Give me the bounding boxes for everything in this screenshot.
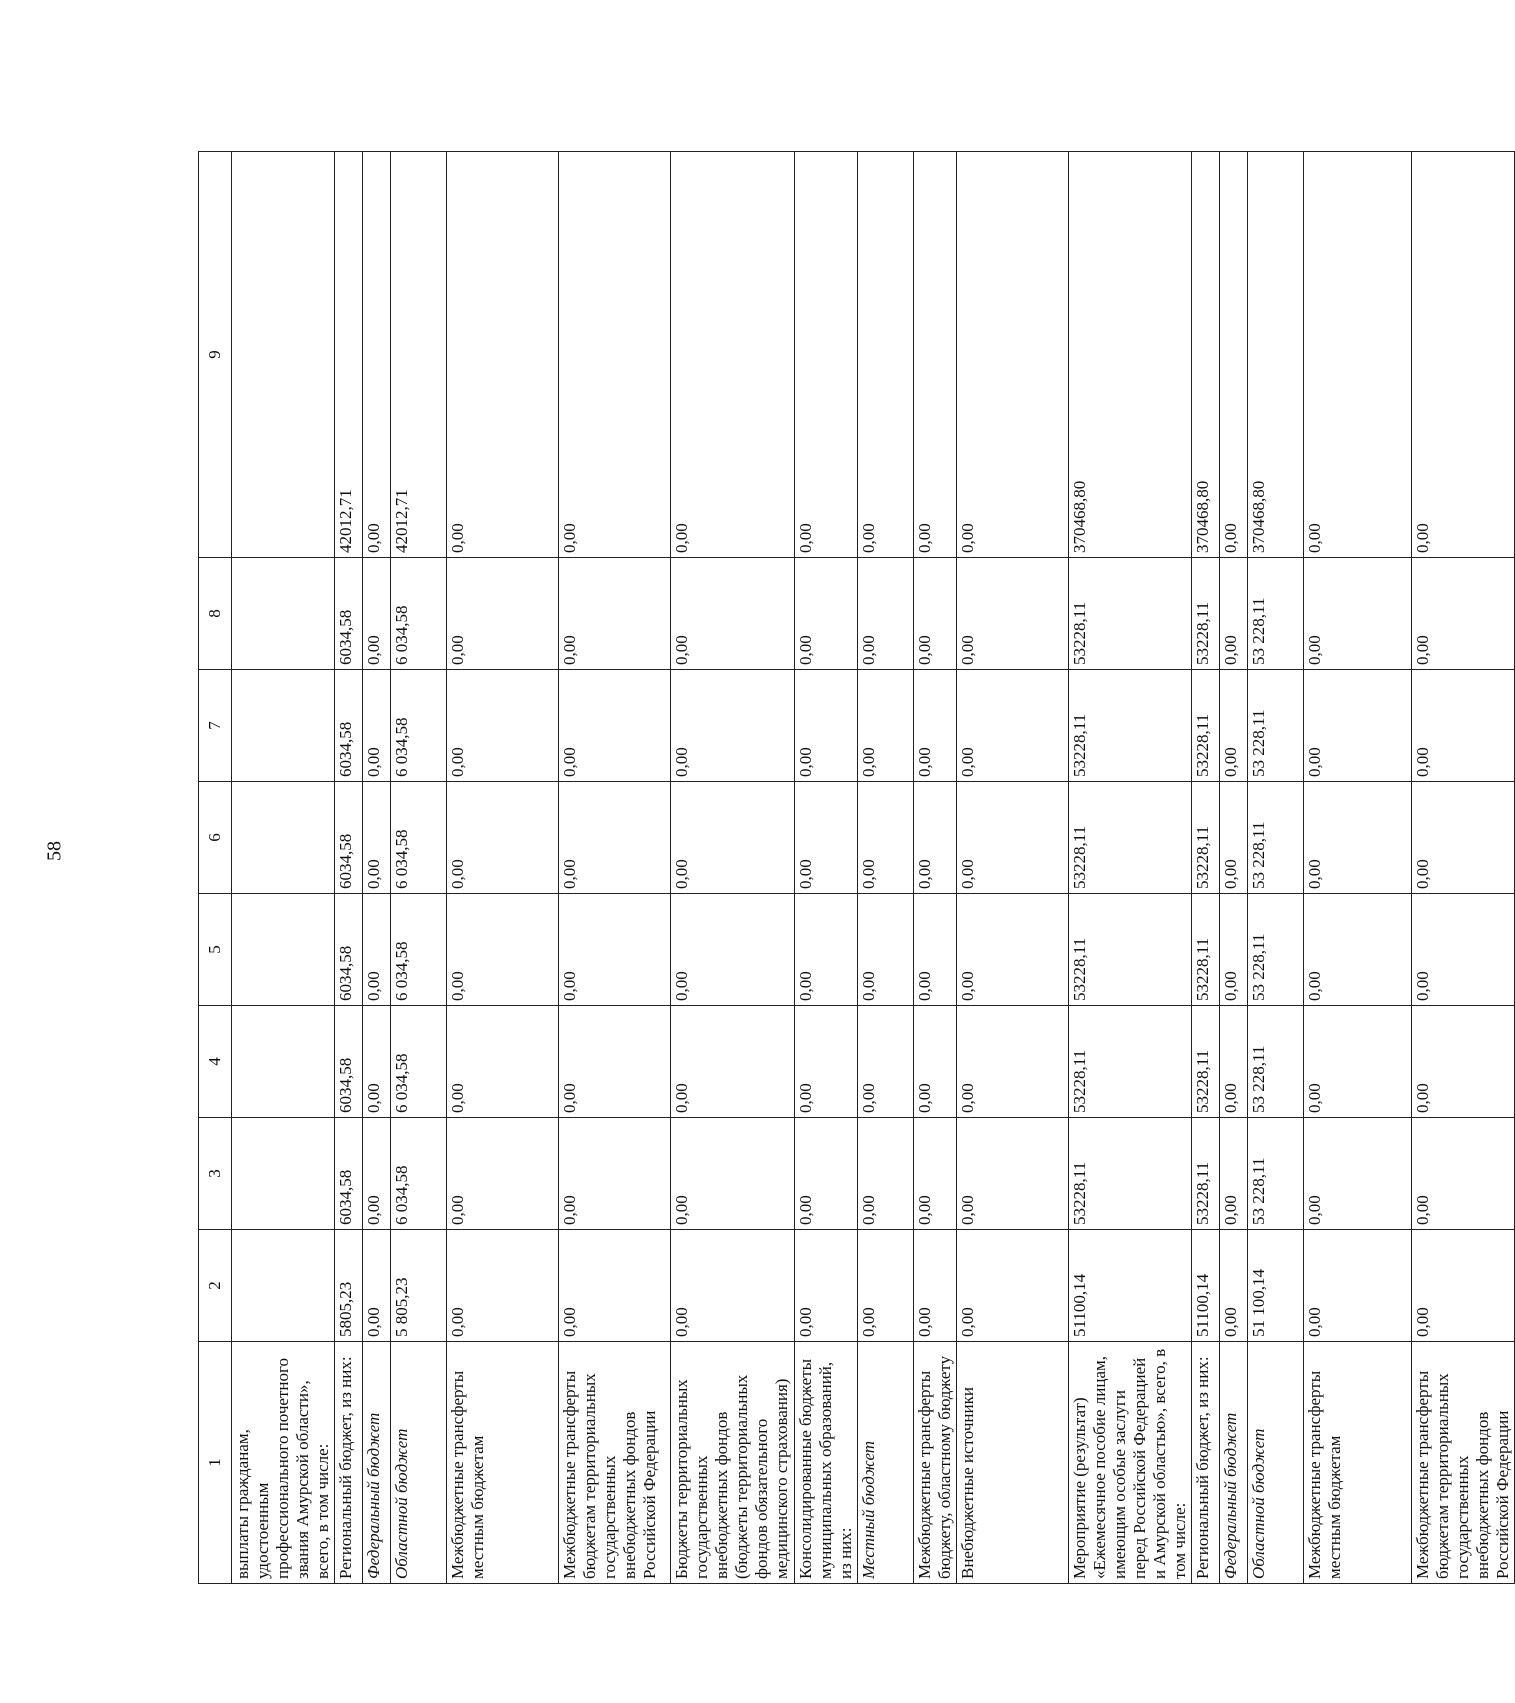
value-cell: 53228,11 [1192, 558, 1220, 670]
value-cell: 0,00 [956, 782, 1068, 894]
value-cell [232, 152, 335, 558]
value-cell: 0,00 [794, 782, 857, 894]
value-cell: 0,00 [857, 1118, 913, 1230]
value-cell: 0,00 [559, 894, 671, 1006]
row-label: Консолидированные бюджеты муниципальных образований, из них: [794, 1342, 857, 1584]
row-label: Межбюджетные трансферты бюджетам территориальных государственных внебюджетных фондов Российской Федерации [1412, 1342, 1515, 1584]
value-cell: 0,00 [447, 152, 559, 558]
value-cell: 0,00 [671, 670, 794, 782]
row-label: Межбюджетные трансферты бюджетам территориальных государственных внебюджетных фондов Российской Федерации [559, 1342, 671, 1584]
value-cell: 6 034,58 [391, 1006, 447, 1118]
value-cell: 53 228,11 [1248, 558, 1304, 670]
column-header: 5 [199, 894, 232, 1006]
value-cell: 53228,11 [1068, 558, 1191, 670]
value-cell: 0,00 [1220, 152, 1248, 558]
row-label: Внебюджетные источники [956, 1342, 1068, 1584]
value-cell: 0,00 [559, 152, 671, 558]
row-label: Областной бюджет [1248, 1342, 1304, 1584]
budget-table [198, 151, 1515, 1584]
table-row [232, 152, 335, 1584]
table-holder [198, 152, 1513, 1584]
value-cell: 0,00 [559, 1006, 671, 1118]
value-cell: 53228,11 [1068, 670, 1191, 782]
value-cell: 0,00 [794, 1006, 857, 1118]
value-cell: 0,00 [857, 670, 913, 782]
value-cell [232, 894, 335, 1006]
value-cell: 0,00 [1412, 558, 1515, 670]
value-cell: 0,00 [1304, 152, 1412, 558]
value-cell: 0,00 [671, 782, 794, 894]
value-cell: 0,00 [794, 558, 857, 670]
value-cell: 0,00 [363, 1006, 391, 1118]
column-header: 4 [199, 1006, 232, 1118]
row-label: Федеральный бюджет [1220, 1342, 1248, 1584]
value-cell: 0,00 [1304, 1230, 1412, 1342]
value-cell: 0,00 [956, 1006, 1068, 1118]
value-cell: 51100,14 [1068, 1230, 1191, 1342]
value-cell [232, 1118, 335, 1230]
value-cell: 0,00 [1412, 152, 1515, 558]
value-cell: 6034,58 [335, 894, 363, 1006]
value-cell: 0,00 [671, 1006, 794, 1118]
value-cell: 0,00 [671, 894, 794, 1006]
value-cell: 6 034,58 [391, 894, 447, 1006]
table-row [956, 152, 1068, 1584]
value-cell: 0,00 [671, 1230, 794, 1342]
value-cell: 0,00 [447, 1006, 559, 1118]
value-cell: 0,00 [1220, 670, 1248, 782]
value-cell: 6 034,58 [391, 1118, 447, 1230]
table-row [1192, 152, 1220, 1584]
column-header: 1 [199, 1342, 232, 1584]
value-cell: 0,00 [447, 1230, 559, 1342]
column-header: 6 [199, 782, 232, 894]
value-cell: 0,00 [956, 152, 1068, 558]
value-cell: 0,00 [1220, 1230, 1248, 1342]
value-cell: 0,00 [794, 1230, 857, 1342]
value-cell: 0,00 [913, 1006, 956, 1118]
column-header: 9 [199, 152, 232, 558]
value-cell: 0,00 [1220, 894, 1248, 1006]
value-cell: 0,00 [363, 670, 391, 782]
table-row [363, 152, 391, 1584]
value-cell: 0,00 [913, 558, 956, 670]
header-row [199, 152, 232, 1584]
table-row [1220, 152, 1248, 1584]
value-cell: 53 228,11 [1248, 1006, 1304, 1118]
row-label: Межбюджетные трансферты местным бюджетам [1304, 1342, 1412, 1584]
value-cell: 53228,11 [1068, 1006, 1191, 1118]
value-cell: 53228,11 [1192, 894, 1220, 1006]
value-cell: 0,00 [1304, 670, 1412, 782]
value-cell: 0,00 [794, 1118, 857, 1230]
value-cell: 0,00 [794, 670, 857, 782]
table-row [857, 152, 913, 1584]
value-cell: 51 100,14 [1248, 1230, 1304, 1342]
value-cell: 0,00 [1304, 1118, 1412, 1230]
table-row [1068, 152, 1191, 1584]
value-cell: 370468,80 [1068, 152, 1191, 558]
value-cell: 0,00 [913, 894, 956, 1006]
table-row [447, 152, 559, 1584]
value-cell: 6034,58 [335, 670, 363, 782]
value-cell: 0,00 [1220, 1118, 1248, 1230]
value-cell: 5 805,23 [391, 1230, 447, 1342]
value-cell: 0,00 [1220, 782, 1248, 894]
value-cell: 0,00 [671, 558, 794, 670]
table-row [335, 152, 363, 1584]
value-cell: 0,00 [671, 152, 794, 558]
value-cell: 0,00 [956, 670, 1068, 782]
value-cell: 370468,80 [1192, 152, 1220, 558]
table-row [671, 152, 794, 1584]
value-cell: 0,00 [1412, 1006, 1515, 1118]
table-row [913, 152, 956, 1584]
row-label: Мероприятие (результат) «Ежемесячное пособие лицам, имеющим особые заслуги перед Российской Федерацией и Амурской областью», всего, в том числе: [1068, 1342, 1191, 1584]
value-cell: 0,00 [363, 782, 391, 894]
value-cell: 0,00 [1304, 558, 1412, 670]
column-header: 2 [199, 1230, 232, 1342]
value-cell: 0,00 [956, 1230, 1068, 1342]
value-cell [232, 558, 335, 670]
row-label: Местный бюджет [857, 1342, 913, 1584]
value-cell: 0,00 [1220, 1006, 1248, 1118]
row-label: выплаты гражданам, удостоенным профессионального почетного звания Амурской области», всего, в том числе: [232, 1342, 335, 1584]
value-cell: 0,00 [913, 152, 956, 558]
value-cell: 0,00 [1220, 558, 1248, 670]
value-cell: 51100,14 [1192, 1230, 1220, 1342]
value-cell: 53 228,11 [1248, 670, 1304, 782]
value-cell: 6 034,58 [391, 558, 447, 670]
table-row [1412, 152, 1515, 1584]
value-cell: 5805,23 [335, 1230, 363, 1342]
value-cell: 53 228,11 [1248, 894, 1304, 1006]
page-number: 58 [43, 841, 66, 861]
value-cell: 53228,11 [1068, 894, 1191, 1006]
value-cell: 0,00 [1412, 1118, 1515, 1230]
value-cell: 0,00 [1412, 894, 1515, 1006]
value-cell: 6 034,58 [391, 670, 447, 782]
value-cell: 0,00 [363, 1118, 391, 1230]
value-cell: 0,00 [857, 152, 913, 558]
value-cell [232, 670, 335, 782]
column-header: 7 [199, 670, 232, 782]
row-label: Областной бюджет [391, 1342, 447, 1584]
value-cell: 6034,58 [335, 1118, 363, 1230]
value-cell: 0,00 [1304, 782, 1412, 894]
value-cell: 0,00 [1412, 782, 1515, 894]
row-label: Бюджеты территориальных государственных внебюджетных фондов (бюджеты территориальных фондов обязательного медицинского страхования) [671, 1342, 794, 1584]
table-row [391, 152, 447, 1584]
table-row [1304, 152, 1412, 1584]
value-cell [232, 782, 335, 894]
value-cell: 0,00 [1304, 894, 1412, 1006]
value-cell: 53228,11 [1192, 1118, 1220, 1230]
row-label: Межбюджетные трансферты местным бюджетам [447, 1342, 559, 1584]
value-cell: 0,00 [794, 894, 857, 1006]
value-cell: 0,00 [447, 558, 559, 670]
value-cell: 0,00 [559, 670, 671, 782]
value-cell: 42012,71 [335, 152, 363, 558]
value-cell: 0,00 [857, 782, 913, 894]
value-cell: 0,00 [559, 782, 671, 894]
value-cell: 53228,11 [1192, 670, 1220, 782]
row-label: Региональный бюджет, из них: [335, 1342, 363, 1584]
value-cell: 0,00 [1412, 670, 1515, 782]
table-row [794, 152, 857, 1584]
value-cell: 53228,11 [1192, 782, 1220, 894]
value-cell: 0,00 [857, 894, 913, 1006]
value-cell: 0,00 [913, 782, 956, 894]
value-cell: 42012,71 [391, 152, 447, 558]
value-cell: 0,00 [1412, 1230, 1515, 1342]
value-cell: 0,00 [559, 1118, 671, 1230]
value-cell: 0,00 [363, 152, 391, 558]
value-cell: 0,00 [857, 1230, 913, 1342]
row-label: Межбюджетные трансферты бюджету, областному бюджету [913, 1342, 956, 1584]
value-cell [232, 1230, 335, 1342]
value-cell: 0,00 [1304, 1006, 1412, 1118]
value-cell: 0,00 [913, 1118, 956, 1230]
value-cell: 0,00 [857, 1006, 913, 1118]
rotated-table-frame [198, 152, 1513, 1584]
value-cell: 0,00 [447, 1118, 559, 1230]
row-label: Федеральный бюджет [363, 1342, 391, 1584]
table-body [199, 152, 1515, 1584]
value-cell: 6034,58 [335, 558, 363, 670]
value-cell: 6034,58 [335, 782, 363, 894]
value-cell: 53 228,11 [1248, 782, 1304, 894]
value-cell: 0,00 [447, 782, 559, 894]
value-cell: 0,00 [956, 558, 1068, 670]
value-cell: 0,00 [363, 558, 391, 670]
column-header: 3 [199, 1118, 232, 1230]
value-cell: 0,00 [913, 670, 956, 782]
value-cell: 0,00 [559, 1230, 671, 1342]
value-cell: 53 228,11 [1248, 1118, 1304, 1230]
value-cell: 0,00 [913, 1230, 956, 1342]
value-cell: 53228,11 [1068, 782, 1191, 894]
table-row [559, 152, 671, 1584]
value-cell: 0,00 [956, 1118, 1068, 1230]
row-label: Региональный бюджет, из них: [1192, 1342, 1220, 1584]
value-cell: 6034,58 [335, 1006, 363, 1118]
value-cell: 0,00 [671, 1118, 794, 1230]
value-cell: 0,00 [956, 894, 1068, 1006]
value-cell [232, 1006, 335, 1118]
value-cell: 0,00 [363, 894, 391, 1006]
value-cell: 0,00 [447, 894, 559, 1006]
column-header: 8 [199, 558, 232, 670]
value-cell: 0,00 [363, 1230, 391, 1342]
value-cell: 53228,11 [1068, 1118, 1191, 1230]
table-row [1248, 152, 1304, 1584]
value-cell: 0,00 [559, 558, 671, 670]
value-cell: 53228,11 [1192, 1006, 1220, 1118]
value-cell: 0,00 [794, 152, 857, 558]
value-cell: 0,00 [447, 670, 559, 782]
value-cell: 6 034,58 [391, 782, 447, 894]
value-cell: 370468,80 [1248, 152, 1304, 558]
value-cell: 0,00 [857, 558, 913, 670]
